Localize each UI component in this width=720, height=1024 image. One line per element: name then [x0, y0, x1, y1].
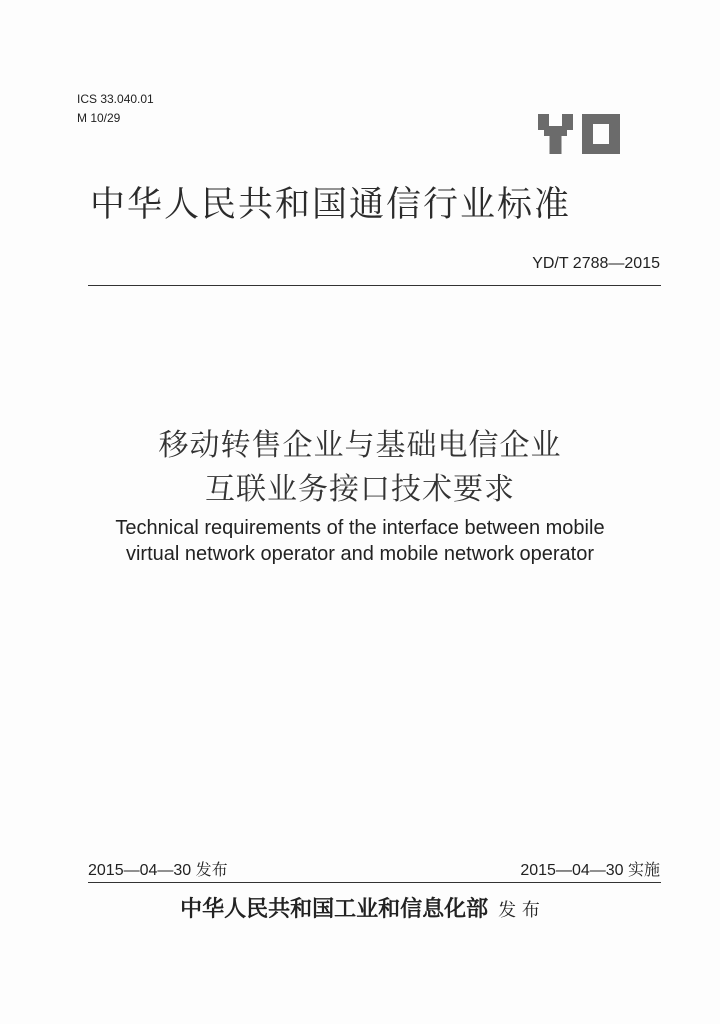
issuer-suffix: 发 布: [498, 900, 540, 921]
yd-logo: [538, 112, 622, 156]
ccs-code: M 10/29: [77, 111, 121, 125]
ics-code: ICS 33.040.01: [77, 92, 154, 106]
english-title-line-1: Technical requirements of the interface between mobile: [115, 517, 605, 539]
chinese-title-line-2: 互联业务接口技术要求: [205, 472, 515, 507]
top-divider: [88, 285, 661, 286]
issuing-authority: [0, 892, 720, 923]
issue-date: 2015—04—30 发布: [88, 862, 228, 879]
implementation-date: 2015—04—30 实施: [520, 862, 660, 879]
issuer-name: 中华人民共和国工业和信息化部: [180, 896, 489, 922]
classification-codes: [77, 90, 154, 128]
english-title-line-2: virtual network operator and mobile network operator: [125, 543, 595, 565]
bottom-divider: [88, 882, 661, 883]
chinese-title-line-1: 移动转售企业与基础电信企业: [158, 428, 562, 463]
standard-category-title: 中华人民共和国通信行业标准: [90, 185, 572, 225]
standard-number: YD/T 2788—2015: [532, 255, 660, 272]
